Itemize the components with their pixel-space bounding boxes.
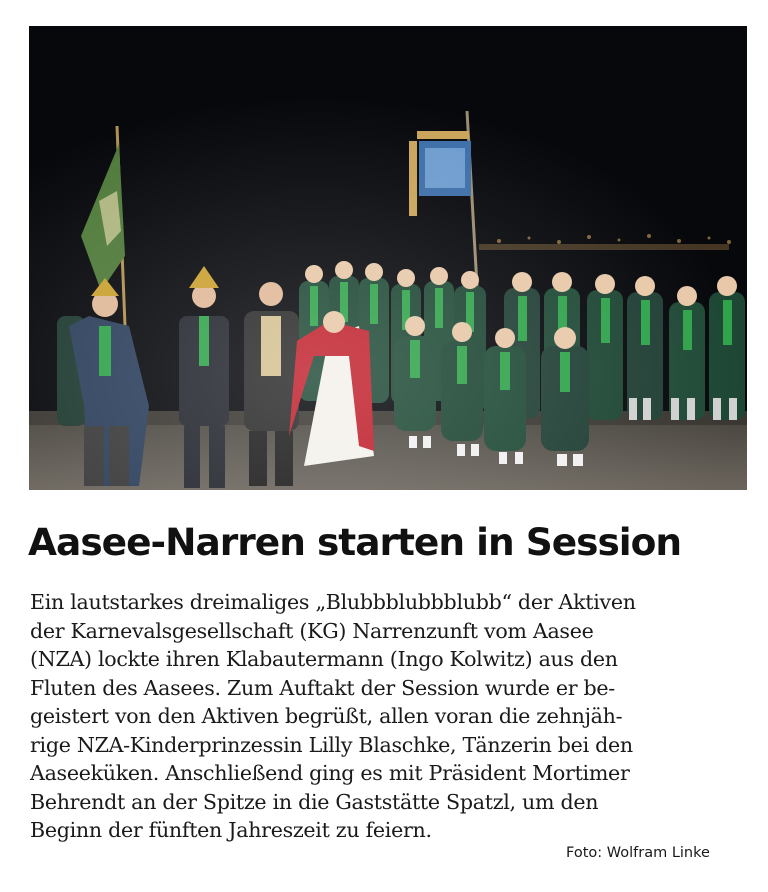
body-line: Aaseeküken. Anschließend ging es mit Präsident Mortimer: [30, 761, 630, 785]
body-line: (NZA) lockte ihren Klabautermann (Ingo Kolwitz) aus den: [30, 647, 618, 671]
article-headline: Aasee-Narren starten in Session: [28, 520, 682, 564]
body-line: der Karnevalsgesellschaft (KG) Narrenzunft vom Aasee: [30, 618, 594, 643]
body-line: Fluten des Aasees. Zum Auftakt der Session wurde er be-: [30, 675, 615, 700]
body-line: geistert von den Aktiven begrüßt, allen voran die zehnjäh-: [30, 704, 623, 728]
photo-credit: Foto: Wolfram Linke: [566, 845, 710, 861]
article-body: [30, 588, 750, 845]
article-photo: [29, 26, 747, 490]
body-line: Beginn der fünften Jahreszeit zu feiern.: [30, 818, 432, 842]
body-line: Behrendt an der Spitze in die Gaststätte Spatzl, um den: [30, 789, 599, 814]
body-line: rige NZA-Kinderprinzessin Lilly Blaschke, Tänzerin bei den: [30, 732, 633, 757]
body-line: Ein lautstarkes dreimaliges „Blubbblubbblubb“ der Aktiven: [30, 590, 636, 614]
